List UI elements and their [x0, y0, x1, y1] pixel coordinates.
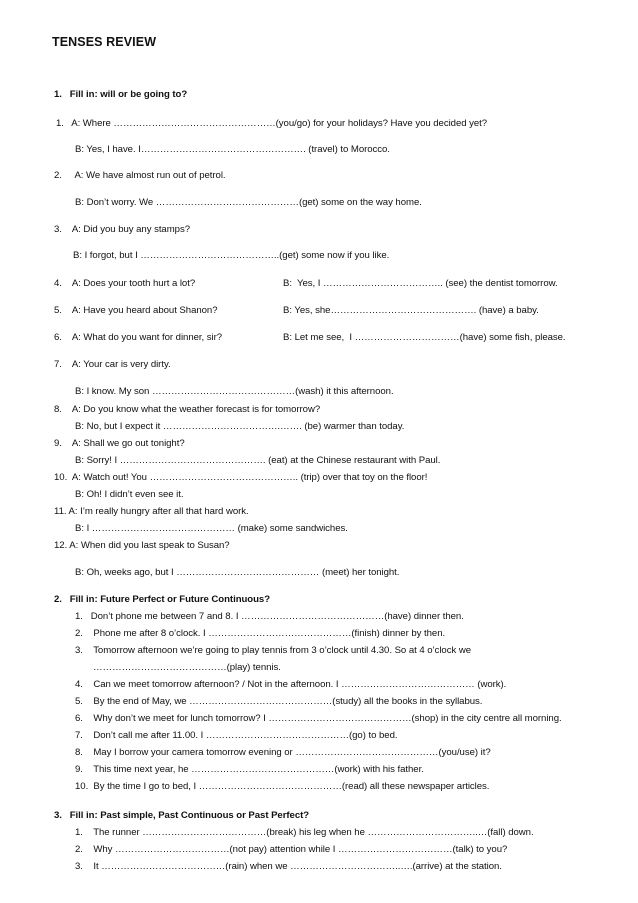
exercise-2-item-5: 5. By the end of May, we ………………………………………(study) all the books in the syllabus.	[75, 696, 483, 707]
exercise-1-item-5b: B: Yes, she………………………………………. (have) a baby.	[283, 305, 539, 316]
exercise-2-item-3-cont: ……………………………………(play) tennis.	[93, 662, 281, 673]
exercise-1-item-3a: 3. A: Did you buy any stamps?	[54, 224, 190, 235]
exercise-1-item-12b: B: Oh, weeks ago, but I ……………………………………… (meet) her tonight.	[75, 567, 400, 578]
page-title: TENSES REVIEW	[52, 35, 157, 49]
exercise-2-item-2: 2. Phone me after 8 o’clock. I ………………………………………(finish) dinner by then.	[75, 628, 446, 639]
exercise-1-item-2b: B: Don’t worry. We ………………………………………(get) some on the way home.	[75, 197, 422, 208]
exercise-2-item-7: 7. Don’t call me after 11.00. I ………………………………………(go) to bed.	[75, 730, 398, 741]
exercise-3-item-3: 3. It …………………………………(rain) when we ……………………………..….(arrive) at the station.	[75, 861, 502, 872]
exercise-3-item-1: 1. The runner …………………………………(break) his leg when he ……………………………..…(fall) down.	[75, 827, 534, 838]
exercise-1-item-1b: B: Yes, I have. I……………………………………………. (travel) to Morocco.	[75, 144, 390, 155]
exercise-1-item-10a: 10. A: Watch out! You ……………………………………….. (trip) over that toy on the floor!	[54, 472, 428, 483]
exercise-1-item-2a: 2. A: We have almost run out of petrol.	[54, 170, 226, 181]
exercise-3-item-2: 2. Why ………………………………(not pay) attention while I ………………………………(talk) to you?	[75, 844, 508, 855]
exercise-1-item-7b: B: I know. My son ………………………………………(wash) it this afternoon.	[75, 386, 394, 397]
exercise-2-item-6: 6. Why don’t we meet for lunch tomorrow? I ………………………………………(shop) in the city centre all morning.	[75, 713, 562, 724]
exercise-1-item-8a: 8. A: Do you know what the weather forecast is for tomorrow?	[54, 404, 321, 415]
exercise-1-item-12a: 12. A: When did you last speak to Susan?	[54, 540, 230, 551]
exercise-1-item-9a: 9. A: Shall we go out tonight?	[54, 438, 185, 449]
exercise-1-item-5a: 5. A: Have you heard about Shanon?	[54, 305, 218, 316]
exercise-1-item-6b: B: Let me see, I ……………………………(have) some fish, please.	[283, 332, 566, 343]
exercise-1-item-1a: 1. A: Where ……………………………………………(you/go) for your holidays? Have you decided yet?	[56, 118, 488, 129]
exercise-1-item-4a: 4. A: Does your tooth hurt a lot?	[54, 278, 196, 289]
exercise-2-item-10: 10. By the time I go to bed, I ………………………………………(read) all these newspaper articles.	[75, 781, 490, 792]
exercise-1-item-11b: B: I ……………………………………… (make) some sandwiches.	[75, 523, 348, 534]
exercise-1-item-11a: 11. A: I’m really hungry after all that hard work.	[54, 506, 249, 517]
exercise-1-item-10b: B: Oh! I didn’t even see it.	[75, 489, 184, 500]
exercise-2-item-4: 4. Can we meet tomorrow afternoon? / Not in the afternoon. I …………………………………… (work).	[75, 679, 507, 690]
exercise-1-item-4b: B: Yes, I ……………………………….. (see) the dentist tomorrow.	[283, 278, 558, 289]
exercise-1-item-8b: B: No, but I expect it ……………………………….……. (be) warmer than today.	[75, 421, 405, 432]
section-1-heading: 1. Fill in: will or be going to?	[54, 89, 188, 100]
exercise-2-item-9: 9. This time next year, he ………………………………………(work) with his father.	[75, 764, 424, 775]
section-2-heading: 2. Fill in: Future Perfect or Future Continuous?	[54, 594, 271, 605]
exercise-1-item-3b: B: I forgot, but I ……………………………………..(get) some now if you like.	[73, 250, 390, 261]
exercise-1-item-7a: 7. A: Your car is very dirty.	[54, 359, 171, 370]
exercise-2-item-3: 3. Tomorrow afternoon we’re going to play tennis from 3 o’clock until 4.30. So at 4 o’clock we	[75, 645, 471, 656]
exercise-1-item-9b: B: Sorry! I ………………………………………. (eat) at the Chinese restaurant with Paul.	[75, 455, 441, 466]
exercise-2-item-1: 1. Don’t phone me between 7 and 8. I ………………………………………(have) dinner then.	[75, 611, 464, 622]
exercise-2-item-8: 8. May I borrow your camera tomorrow evening or ………………………………………(you/use) it?	[75, 747, 491, 758]
section-3-heading: 3. Fill in: Past simple, Past Continuous or Past Perfect?	[54, 810, 310, 821]
exercise-1-item-6a: 6. A: What do you want for dinner, sir?	[54, 332, 223, 343]
